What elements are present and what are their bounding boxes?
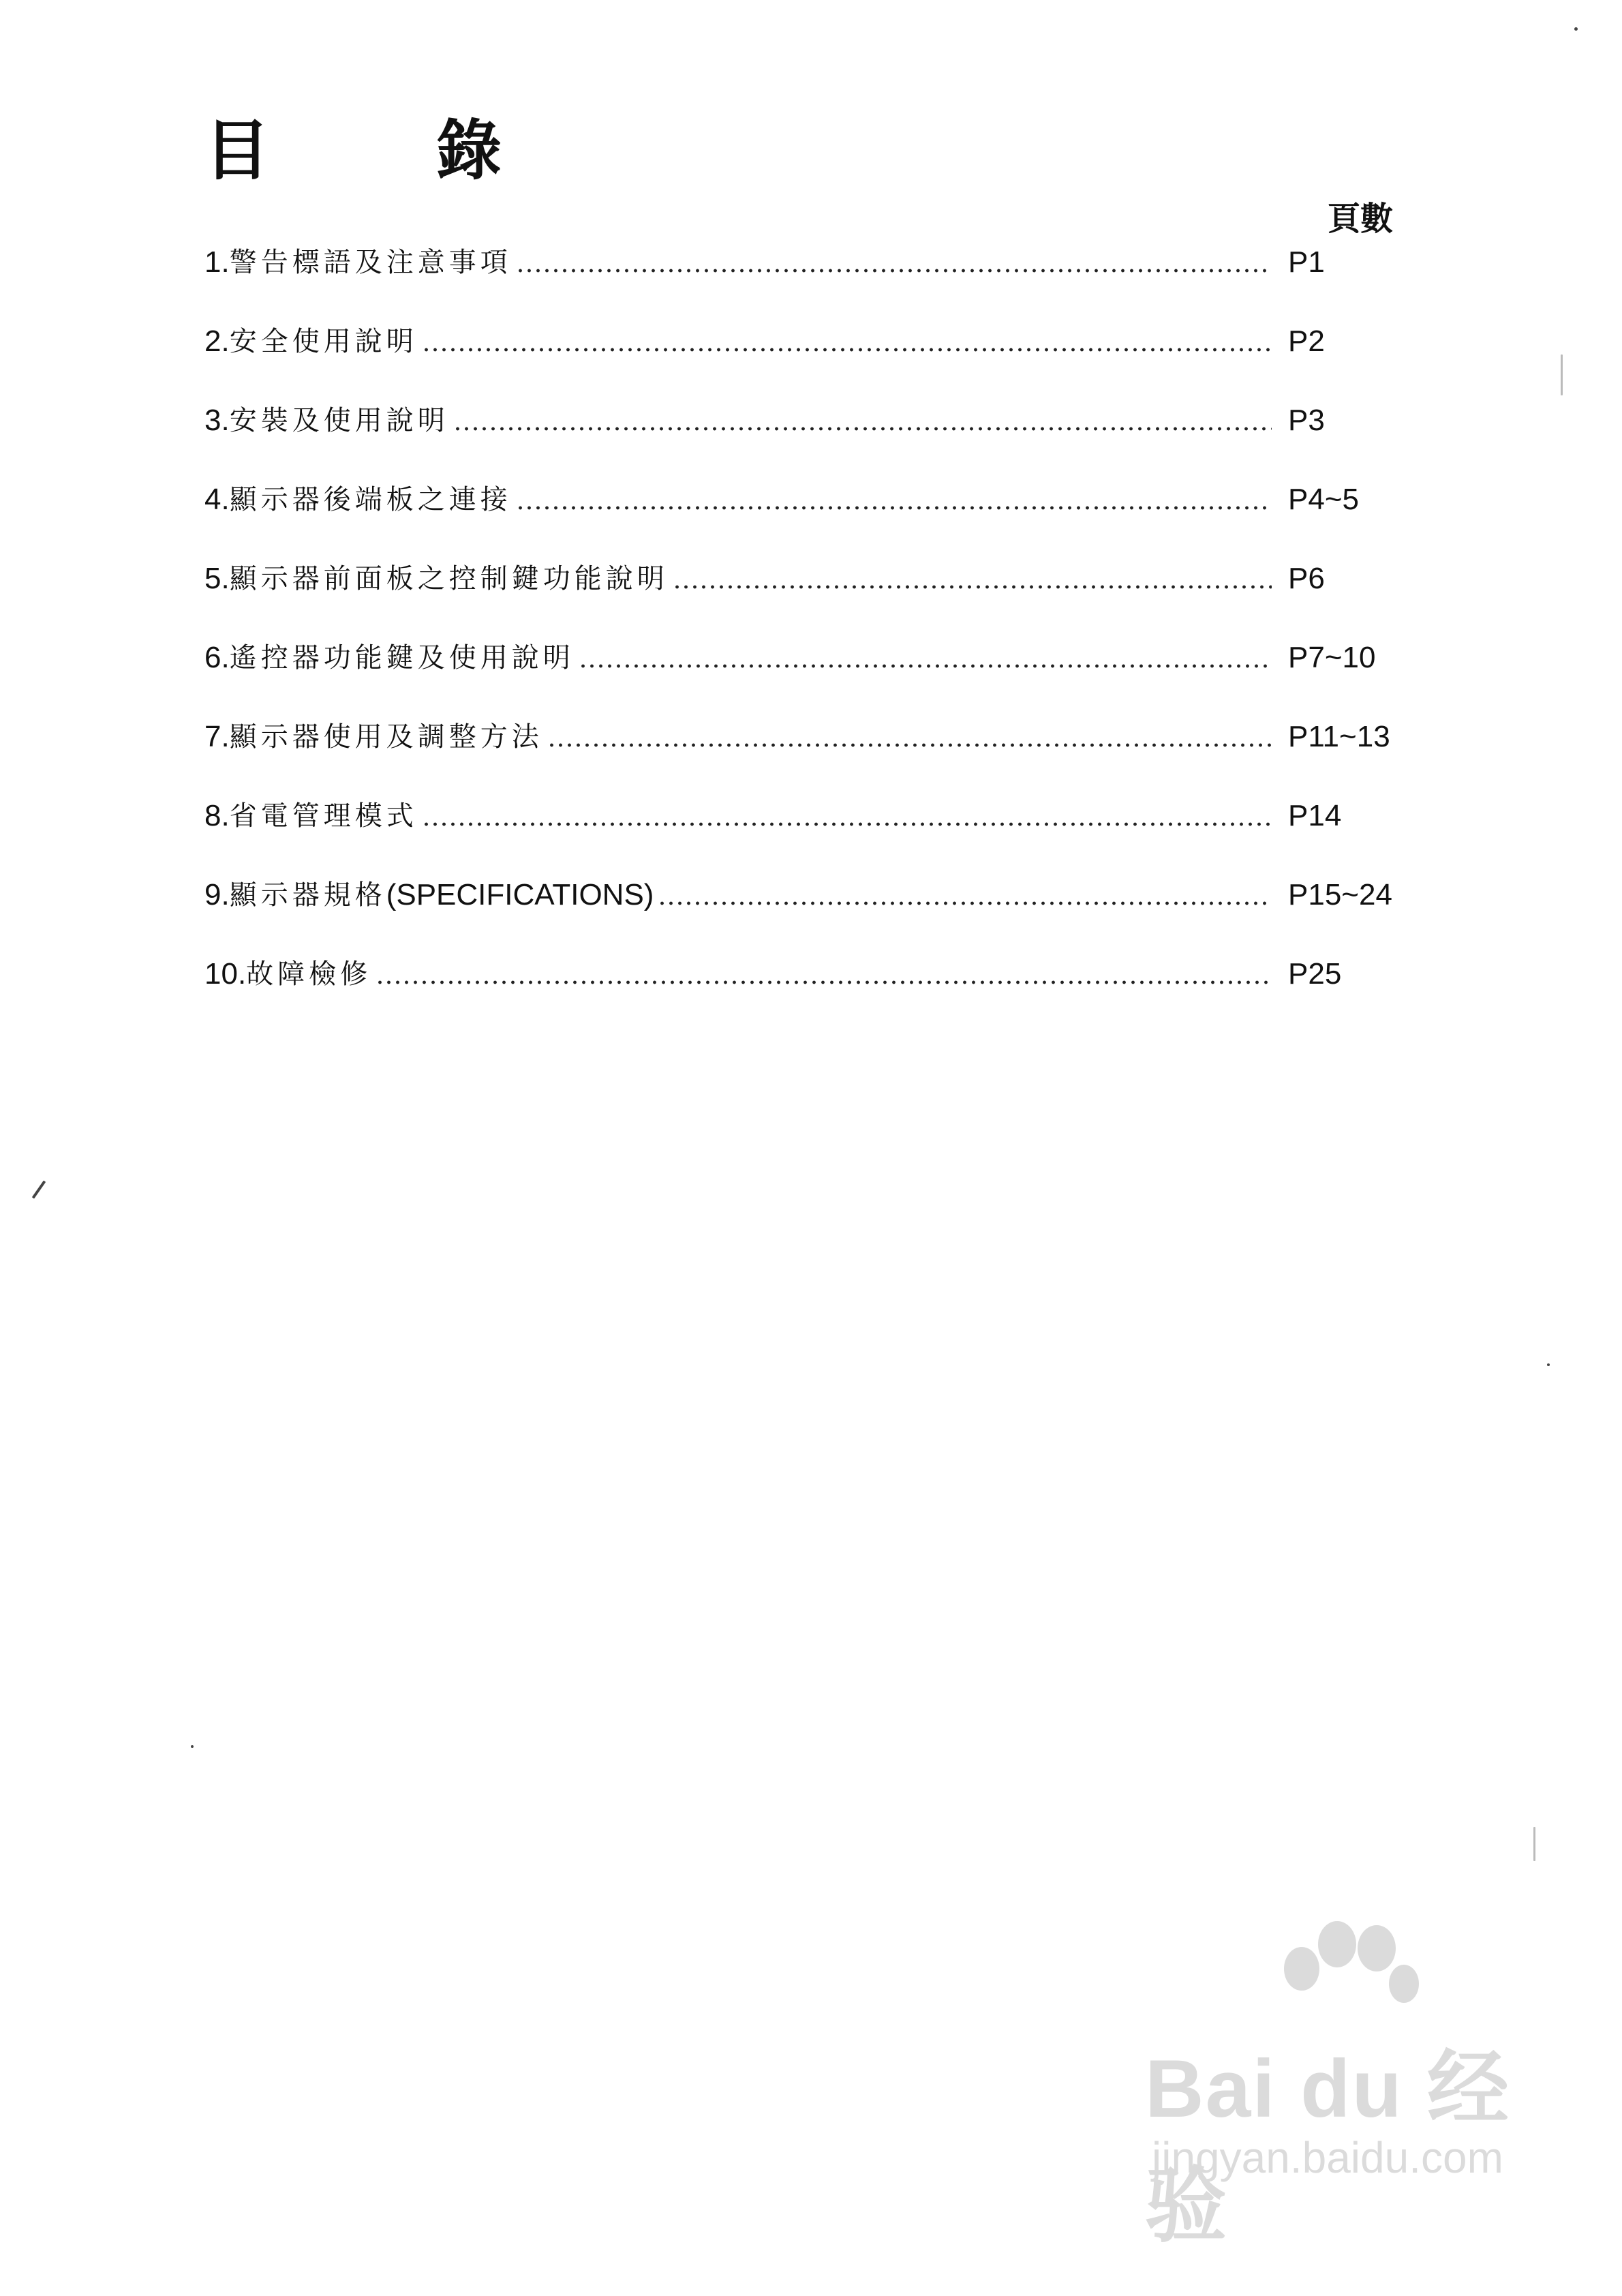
toc-entry-label: 安裝及使用說明 xyxy=(229,405,449,436)
dot-leader xyxy=(673,585,1272,589)
toc-entry-label: 顯示器使用及調整方法 xyxy=(229,721,543,753)
toc-entry-label: 顯示器後端板之連接 xyxy=(229,484,512,515)
dot-leader xyxy=(376,980,1272,984)
title-char-lu: 錄 xyxy=(436,112,502,189)
toc-entry-label: 遙控器功能鍵及使用說明 xyxy=(229,642,575,674)
toc-entry xyxy=(204,311,1445,359)
toc-entry-page: P3 xyxy=(1288,404,1325,437)
toc-entry xyxy=(204,232,1445,280)
toc-entry-number: 6. xyxy=(204,641,230,674)
scan-speck xyxy=(191,1745,194,1748)
dot-leader xyxy=(422,348,1272,352)
toc-entry-page: P6 xyxy=(1288,562,1325,595)
dot-leader xyxy=(516,269,1272,273)
toc-entry-label: 顯示器規格 xyxy=(229,879,386,911)
scan-speck xyxy=(1547,1363,1550,1366)
toc-entry xyxy=(204,706,1445,754)
toc-entry-page: P1 xyxy=(1288,245,1325,279)
toc-entry xyxy=(204,548,1445,596)
dot-leader xyxy=(579,664,1272,668)
toc-entry-page: P7~10 xyxy=(1288,641,1376,674)
toc-entry-number: 3. xyxy=(204,404,230,437)
scan-speck xyxy=(32,1181,46,1199)
toc-entry-number: 8. xyxy=(204,799,230,832)
toc-entry xyxy=(204,390,1445,438)
toc-entry-number: 7. xyxy=(204,720,230,753)
toc-entry-number: 2. xyxy=(204,324,230,358)
toc-entry-number: 1. xyxy=(204,245,230,279)
scan-speck xyxy=(1561,354,1563,395)
toc-entry-label: 警告標語及注意事項 xyxy=(229,247,512,278)
toc-entry xyxy=(204,864,1445,912)
scan-speck xyxy=(1574,27,1578,31)
dot-leader xyxy=(422,822,1272,826)
toc-entry-number: 4. xyxy=(204,483,230,516)
baidu-jingyan-watermark xyxy=(1145,1921,1527,2252)
page-title xyxy=(204,99,502,192)
watermark-brand: Bai du 经验 xyxy=(1145,2043,1511,2252)
toc-entry-label: 故障檢修 xyxy=(246,958,372,990)
toc-entry-page: P14 xyxy=(1288,799,1342,832)
page-number-column-header: 頁數 xyxy=(1328,200,1394,238)
dot-leader xyxy=(453,427,1272,431)
toc-entry-page: P25 xyxy=(1288,957,1342,991)
toc-entry-page: P2 xyxy=(1288,324,1325,358)
toc-entry-label: 顯示器前面板之控制鍵功能說明 xyxy=(229,563,669,594)
dot-leader xyxy=(516,506,1272,510)
toc-entry-number: 9. xyxy=(204,878,230,911)
toc-entry xyxy=(204,469,1445,517)
dot-leader xyxy=(547,743,1272,747)
toc-entry xyxy=(204,627,1445,675)
toc-entry-label: 安全使用說明 xyxy=(229,326,418,357)
toc-entry-number: 5. xyxy=(204,562,230,595)
toc-entry-page: P11~13 xyxy=(1288,720,1390,753)
toc-entry xyxy=(204,785,1445,833)
toc-entry-number: 10. xyxy=(204,957,247,991)
watermark-url: jingyan.baidu.com xyxy=(1152,2133,1503,2182)
title-char-mu: 目 xyxy=(204,112,270,189)
toc-entry-page: P4~5 xyxy=(1288,483,1359,516)
dot-leader xyxy=(658,901,1272,905)
toc-entry xyxy=(204,943,1445,991)
scan-speck xyxy=(1533,1827,1535,1861)
paw-print-icon xyxy=(1261,1921,1424,2037)
toc-entry-page: P15~24 xyxy=(1288,878,1392,911)
toc-entry-label-latin: (SPECIFICATIONS) xyxy=(386,878,654,911)
toc-entry-label: 省電管理模式 xyxy=(229,800,418,832)
